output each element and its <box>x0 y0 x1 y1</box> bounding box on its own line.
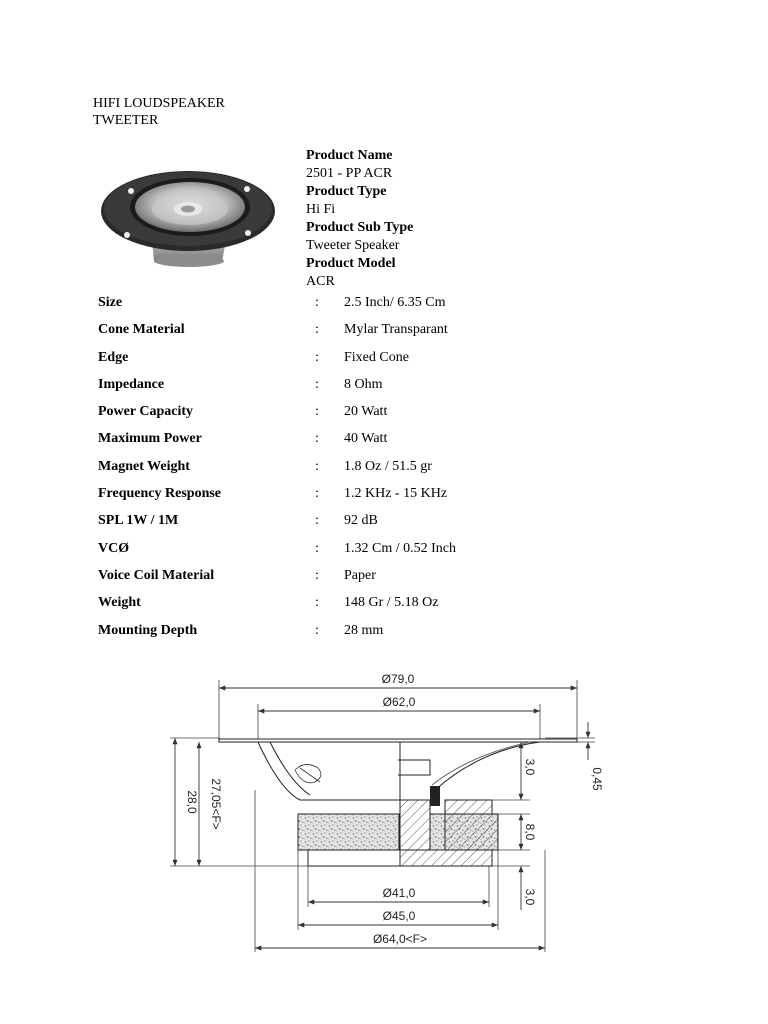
dim-thickness-0-45: 0,45 <box>590 767 604 791</box>
spec-value: 2.5 Inch/ 6.35 Cm <box>344 295 446 310</box>
spec-value: 1.32 Cm / 0.52 Inch <box>344 540 456 556</box>
dim-height-3-bottom: 3,0 <box>523 888 537 906</box>
spec-label: Magnet Weight <box>98 458 190 474</box>
spec-row <box>98 539 658 566</box>
spec-value: 40 Watt <box>344 431 388 447</box>
spec-row <box>98 621 658 648</box>
spec-row <box>98 429 658 456</box>
product-name-value: 2501 - PP ACR <box>306 166 393 181</box>
spec-separator: : <box>315 622 319 638</box>
spec-separator: : <box>315 404 319 420</box>
dim-height-28: 28,0 <box>185 790 199 814</box>
dimension-drawing <box>160 672 610 962</box>
spec-row <box>98 566 658 593</box>
dim-diameter-62: Ø62,0 <box>382 695 416 709</box>
product-model-value: ACR <box>306 274 335 289</box>
spec-separator: : <box>315 486 319 502</box>
spec-value: 20 Watt <box>344 404 388 420</box>
spec-separator: : <box>315 458 319 474</box>
spec-separator: : <box>315 431 319 447</box>
document-heading <box>93 95 225 129</box>
product-subtype-value: Tweeter Speaker <box>306 238 400 253</box>
spec-label: Frequency Response <box>98 486 222 502</box>
spec-row <box>98 402 658 429</box>
spec-separator: : <box>315 513 319 529</box>
spec-value: Fixed Cone <box>344 349 409 365</box>
spec-row <box>98 593 658 620</box>
heading-line-2: TWEETER <box>93 113 159 128</box>
spec-label: Cone Material <box>98 322 185 338</box>
spec-label: Voice Coil Material <box>98 567 215 583</box>
spec-separator: : <box>315 595 319 611</box>
product-subtype-label: Product Sub Type <box>306 220 414 235</box>
spec-row <box>98 457 658 484</box>
spec-value: 1.2 KHz - 15 KHz <box>344 486 448 502</box>
dim-height-3-top: 3,0 <box>523 758 537 776</box>
spec-row <box>98 293 658 320</box>
dim-height-8: 8,0 <box>523 823 537 841</box>
spec-row <box>98 320 658 347</box>
spec-value: 92 dB <box>344 513 378 529</box>
product-type-label: Product Type <box>306 184 387 199</box>
dim-height-27-05: 27,05<F> <box>209 778 223 830</box>
spec-value: 8 Ohm <box>344 376 383 392</box>
spec-separator: : <box>315 376 319 392</box>
spec-label: Weight <box>98 595 141 611</box>
spec-label: SPL 1W / 1M <box>98 513 179 529</box>
spec-value: 28 mm <box>344 622 384 638</box>
dim-diameter-41: Ø41,0 <box>382 886 416 900</box>
tweeter-speaker-photo <box>100 163 276 271</box>
product-model-label: Product Model <box>306 256 396 271</box>
dim-diameter-64: Ø64,0<F> <box>372 932 428 946</box>
spec-row <box>98 375 658 402</box>
spec-value: Mylar Transparant <box>344 322 448 338</box>
dim-diameter-79: Ø79,0 <box>381 672 415 686</box>
spec-label: Power Capacity <box>98 404 193 420</box>
spec-row <box>98 348 658 375</box>
dim-diameter-45: Ø45,0 <box>382 909 416 923</box>
product-name-label: Product Name <box>306 148 393 163</box>
spec-label: VCØ <box>98 540 130 556</box>
spec-separator: : <box>315 295 319 310</box>
spec-label: Edge <box>98 349 129 365</box>
spec-value: 148 Gr / 5.18 Oz <box>344 595 439 611</box>
spec-separator: : <box>315 349 319 365</box>
spec-label: Maximum Power <box>98 431 202 447</box>
heading-line-1: HIFI LOUDSPEAKER <box>93 96 225 111</box>
spec-value: 1.8 Oz / 51.5 gr <box>344 458 432 474</box>
spec-separator: : <box>315 540 319 556</box>
spec-table <box>98 293 658 648</box>
spec-separator: : <box>315 567 319 583</box>
product-info <box>306 147 413 291</box>
spec-row <box>98 484 658 511</box>
product-type-value: Hi Fi <box>306 202 336 217</box>
spec-separator: : <box>315 322 319 338</box>
spec-label: Size <box>98 295 123 310</box>
spec-value: Paper <box>344 567 376 583</box>
spec-label: Impedance <box>98 376 165 392</box>
spec-label: Mounting Depth <box>98 622 198 638</box>
spec-row <box>98 511 658 538</box>
